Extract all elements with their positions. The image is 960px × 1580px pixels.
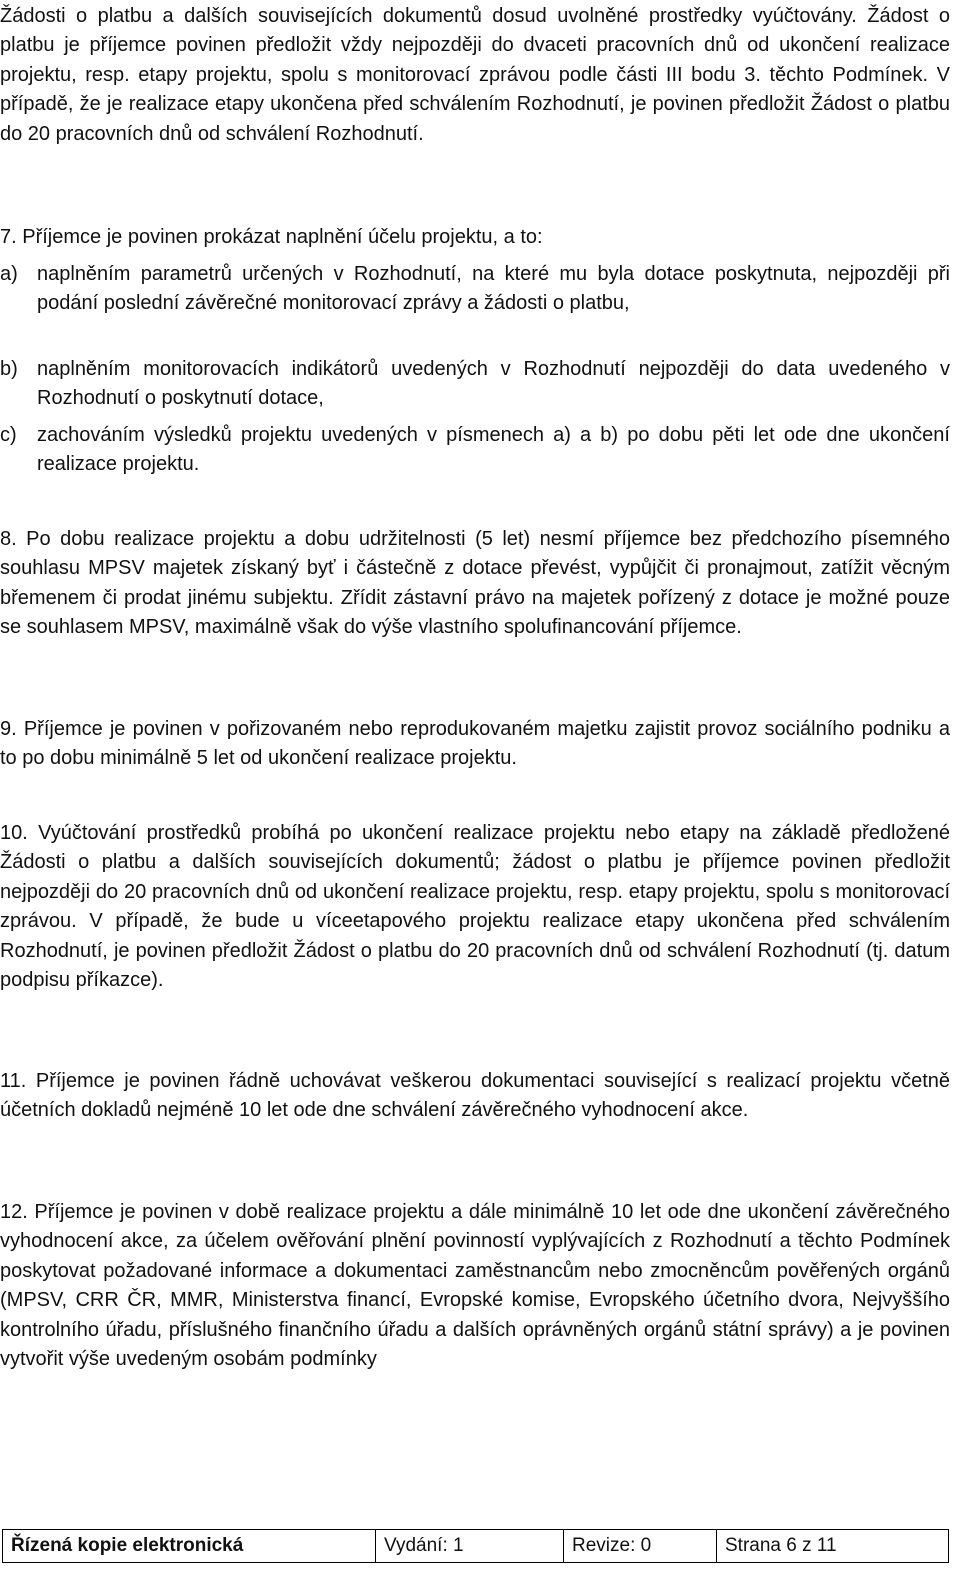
list-item-text: naplněním parametrů určených v Rozhodnutí, na které mu byla dotace poskytnuta, nejpozději při podání poslední závěrečné monitorovací zprávy a žádosti o platbu,: [37, 263, 950, 315]
list-item-c: [0, 421, 950, 480]
list-item-b: [0, 355, 950, 414]
footer-page-number: Strana 6 z 11: [717, 1530, 949, 1563]
paragraph-8: [0, 525, 950, 643]
list-item-label: b): [0, 358, 18, 380]
paragraph-12: [0, 1198, 950, 1374]
paragraph-10: [0, 819, 950, 995]
list-item-text: naplněním monitorovacích indikátorů uvedených v Rozhodnutí nejpozději do data uvedeného v Rozhodnutí o poskytnutí dotace,: [37, 358, 950, 410]
paragraph-11-text: 11. Příjemce je povinen řádně uchovávat veškerou dokumentaci související s realizací projektu včetně účetních dokladů nejméně 10 let ode dne schválení závěrečného vyhodnocení akce.: [0, 1070, 950, 1122]
footer-edition: Vydání: 1: [376, 1530, 564, 1563]
paragraph-7-text: 7. Příjemce je povinen prokázat naplnění účelu projektu, a to:: [0, 226, 543, 248]
paragraph-7: [0, 223, 950, 252]
paragraph-9-text: 9. Příjemce je povinen v pořizovaném nebo reprodukovaném majetku zajistit provoz sociálního podniku a to po dobu minimálně 5 let od ukončení realizace projektu.: [0, 718, 950, 770]
paragraph-text: Žádosti o platbu a dalších souvisejících dokumentů dosud uvolněné prostředky vyúčtovány. Žádost o platbu je příjemce povinen předložit vždy nejpozději do dvaceti pracovních dnů od ukončení realizace projektu, resp. etapy projektu, spolu s monitorovací zprávou podle části III bodu 3. těchto Podmínek. V případě, že je realizace etapy ukončena před schválením Rozhodnutí, je povinen předložit Žádost o platbu do 20 pracovních dnů od schválení Rozhodnutí.: [0, 5, 950, 145]
paragraph-11: [0, 1067, 950, 1126]
list-item-label: c): [0, 424, 17, 446]
document-footer: [2, 1529, 949, 1563]
paragraph-10-text: 10. Vyúčtování prostředků probíhá po ukončení realizace projektu nebo etapy na základě předložené Žádosti o platbu a dalších souvisejících dokumentů; žádost o platbu je příjemce povinen předložit nejpozději do 20 pracovních dnů od ukončení realizace projektu, resp. etapy projektu, spolu s monitorovací zprávou. V případě, že bude u víceetapového projektu realizace etapy ukončena před schválením Rozhodnutí, je povinen předložit Žádost o platbu do 20 pracovních dnů od schválení Rozhodnutí (tj. datum podpisu příkazce).: [0, 822, 950, 992]
list-item-text: zachováním výsledků projektu uvedených v písmenech a) a b) po dobu pěti let ode dne ukončení realizace projektu.: [37, 424, 950, 476]
paragraph-9: [0, 715, 950, 774]
list-item-label: a): [0, 263, 18, 285]
paragraph-12-text: 12. Příjemce je povinen v době realizace projektu a dále minimálně 10 let ode dne ukončení závěrečného vyhodnocení akce, za účelem ověřování plnění povinností vyplývajících z Rozhodnutí a těchto Podmínek poskytovat požadované informace a dokumentaci zaměstnancům nebo zmocněncům pověřených orgánů (MPSV, CRR ČR, MMR, Ministerstva financí, Evropské komise, Evropského účetního dvora, Nejvyššího kontrolního úřadu, příslušného finančního úřadu a dalších oprávněných orgánů státní správy) a je povinen vytvořit výše uvedeným osobám podmínky: [0, 1201, 950, 1371]
footer-copy: Řízená kopie elektronická: [3, 1530, 376, 1563]
paragraph-8-text: 8. Po dobu realizace projektu a dobu udržitelnosti (5 let) nesmí příjemce bez předchozího písemného souhlasu MPSV majetek získaný byť i částečně z dotace převést, vypůjčit či pronajmout, zatížit věcným břemenem či prodat jinému subjektu. Zřídit zástavní právo na majetek pořízený z dotace je možné pouze se souhlasem MPSV, maximálně však do výše vlastního spolufinancování příjemce.: [0, 528, 950, 639]
footer-revision: Revize: 0: [564, 1530, 717, 1563]
intro-paragraph: [0, 2, 950, 149]
list-item-a: [0, 260, 950, 319]
